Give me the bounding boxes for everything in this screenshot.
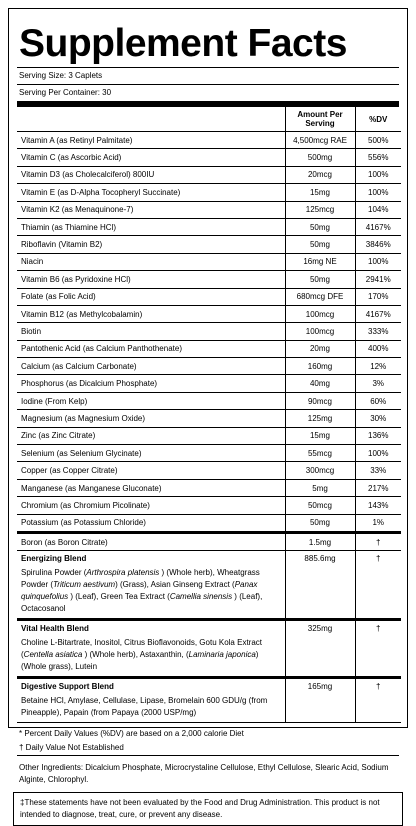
nutrient-dv: 333%	[355, 323, 401, 340]
nutrient-name: Thiamin (as Thiamine HCl)	[17, 218, 285, 235]
nutrient-dv: 60%	[355, 392, 401, 409]
nutrient-row	[17, 166, 401, 183]
nutrient-amount: 50mcg	[285, 497, 355, 514]
nutrient-name: Vitamin C (as Ascorbic Acid)	[17, 149, 285, 166]
nutrient-name: Magnesium (as Magnesium Oxide)	[17, 410, 285, 427]
blend-dv: †	[355, 620, 401, 636]
nutrient-row	[17, 271, 401, 288]
blend-description: Spirulina Powder (Arthrospira platensis ) (Whole herb), Wheatgrass Powder (Triticum aestivum) (Grass), Asian Ginseng Extract (Panax quinquefolius ) (Leaf), Green Tea Extract (Camellia sinensis ) (Leaf), Octacosanol	[21, 568, 263, 614]
nutrient-row	[17, 218, 401, 235]
nutrient-amount: 50mg	[285, 514, 355, 532]
nutrient-amount: 55mcg	[285, 445, 355, 462]
nutrient-amount: 680mcg DFE	[285, 288, 355, 305]
nutrient-dv: †	[355, 532, 401, 550]
blend-description-row	[17, 693, 401, 723]
nutrient-name: Chromium (as Chromium Picolinate)	[17, 497, 285, 514]
nutrient-table	[17, 107, 401, 723]
nutrient-name: Selenium (as Selenium Glycinate)	[17, 445, 285, 462]
nutrient-dv: 33%	[355, 462, 401, 479]
nutrient-row	[17, 149, 401, 166]
nutrient-amount: 100mcg	[285, 323, 355, 340]
nutrient-name: Vitamin D3 (as Cholecalciferol) 800IU	[17, 166, 285, 183]
nutrient-amount: 50mg	[285, 236, 355, 253]
nutrient-row	[17, 305, 401, 322]
nutrient-dv: 170%	[355, 288, 401, 305]
nutrient-name: Manganese (as Manganese Gluconate)	[17, 479, 285, 496]
nutrient-name: Biotin	[17, 323, 285, 340]
blend-dv: †	[355, 551, 401, 566]
blend-dv-spacer	[355, 565, 401, 620]
nutrient-row	[17, 375, 401, 392]
nutrient-amount: 50mg	[285, 218, 355, 235]
nutrient-name: Vitamin B6 (as Pyridoxine HCl)	[17, 271, 285, 288]
blend-amount-spacer	[285, 565, 355, 620]
nutrient-row	[17, 253, 401, 270]
nutrient-amount: 125mg	[285, 410, 355, 427]
nutrient-row	[17, 532, 401, 550]
nutrient-dv: 556%	[355, 149, 401, 166]
blend-amount: 325mg	[285, 620, 355, 636]
supplement-facts-panel	[8, 8, 408, 820]
nutrient-row	[17, 340, 401, 357]
nutrient-dv: 3%	[355, 375, 401, 392]
nutrient-dv: 12%	[355, 358, 401, 375]
blend-dv-spacer	[355, 635, 401, 678]
nutrient-row	[17, 323, 401, 340]
nutrient-name: Vitamin E (as D-Alpha Tocopheryl Succinate)	[17, 184, 285, 201]
nutrient-dv: 1%	[355, 514, 401, 532]
nutrient-name: Potassium (as Potassium Chloride)	[17, 514, 285, 532]
nutrient-amount: 125mcg	[285, 201, 355, 218]
nutrient-name: Copper (as Copper Citrate)	[17, 462, 285, 479]
nutrient-row	[17, 410, 401, 427]
nutrient-name: Vitamin A (as Retinyl Palmitate)	[17, 132, 285, 149]
blend-amount-spacer	[285, 635, 355, 678]
nutrient-name: Folate (as Folic Acid)	[17, 288, 285, 305]
nutrient-amount: 5mg	[285, 479, 355, 496]
nutrient-amount: 500mg	[285, 149, 355, 166]
nutrient-name: Iodine (From Kelp)	[17, 392, 285, 409]
nutrient-row	[17, 479, 401, 496]
nutrient-dv: 104%	[355, 201, 401, 218]
nutrient-amount: 160mg	[285, 358, 355, 375]
panel-title: Supplement Facts	[19, 22, 347, 65]
nutrient-row	[17, 236, 401, 253]
nutrient-amount: 50mg	[285, 271, 355, 288]
nutrient-dv: 100%	[355, 253, 401, 270]
nutrient-row	[17, 514, 401, 532]
blend-header-row	[17, 678, 401, 694]
nutrient-amount: 15mg	[285, 427, 355, 444]
serving-size: Serving Size: 3 Caplets	[19, 71, 103, 80]
nutrient-dv: 4167%	[355, 305, 401, 322]
nutrient-dv: 30%	[355, 410, 401, 427]
nutrient-name: Calcium (as Calcium Carbonate)	[17, 358, 285, 375]
nutrient-row	[17, 201, 401, 218]
servings-per-container: Serving Per Container: 30	[19, 88, 112, 97]
blend-dv-spacer	[355, 693, 401, 723]
other-ingredients: Other Ingredients: Dicalcium Phosphate, Microcrystaline Cellulose, Ethyl Cellulose, Slearic Acid, Sodium Alginte, Chlorophyl.	[19, 763, 389, 785]
nutrient-name: Niacin	[17, 253, 285, 270]
footnote-dagger: † Daily Value Not Established	[19, 743, 124, 753]
blend-description: Betaine HCl, Amylase, Cellulase, Lipase, Bromelain 600 GDU/g (from Pineapple), Papain (from Papaya (2000 USP/mg)	[17, 693, 285, 723]
footnote-dv: * Percent Daily Values (%DV) are based on a 2,000 calorie Diet	[19, 729, 244, 739]
nutrient-amount: 100mcg	[285, 305, 355, 322]
nutrient-name: Pantothenic Acid (as Calcium Panthothenate)	[17, 340, 285, 357]
blend-name: Digestive Support Blend	[21, 681, 114, 691]
nutrient-row	[17, 184, 401, 201]
name-header	[17, 107, 285, 132]
nutrient-dv: 4167%	[355, 218, 401, 235]
nutrient-dv: 3846%	[355, 236, 401, 253]
nutrient-amount: 20mg	[285, 340, 355, 357]
nutrient-dv: 217%	[355, 479, 401, 496]
nutrient-amount: 4,500mcg RAE	[285, 132, 355, 149]
nutrient-amount: 16mg NE	[285, 253, 355, 270]
blend-description-row	[17, 635, 401, 678]
blend-amount-spacer	[285, 693, 355, 723]
blend-amount: 885.6mg	[285, 551, 355, 566]
nutrient-name: Riboflavin (Vitamin B2)	[17, 236, 285, 253]
nutrient-row	[17, 445, 401, 462]
nutrient-name: Phosphorus (as Dicalcium Phosphate)	[17, 375, 285, 392]
nutrient-dv: 100%	[355, 184, 401, 201]
nutrient-name: Zinc (as Zinc Citrate)	[17, 427, 285, 444]
blend-header-row	[17, 551, 401, 566]
nutrient-dv: 143%	[355, 497, 401, 514]
nutrient-dv: 400%	[355, 340, 401, 357]
nutrient-amount: 90mcg	[285, 392, 355, 409]
blend-header-row	[17, 620, 401, 636]
table-header-row	[17, 107, 401, 132]
nutrient-name: Boron (as Boron Citrate)	[17, 532, 285, 550]
nutrient-name: Vitamin K2 (as Menaquinone-7)	[17, 201, 285, 218]
blend-name: Energizing Blend	[21, 553, 87, 563]
nutrient-dv: 2941%	[355, 271, 401, 288]
nutrient-row	[17, 132, 401, 149]
nutrient-row	[17, 497, 401, 514]
nutrient-amount: 40mg	[285, 375, 355, 392]
blend-name: Vital Health Blend	[21, 623, 89, 633]
blend-dv: †	[355, 678, 401, 694]
nutrient-amount: 15mg	[285, 184, 355, 201]
nutrient-row	[17, 462, 401, 479]
footnotes	[9, 723, 407, 755]
nutrient-dv: 500%	[355, 132, 401, 149]
nutrient-dv: 100%	[355, 445, 401, 462]
nutrient-row	[17, 427, 401, 444]
nutrient-dv: 100%	[355, 166, 401, 183]
nutrient-amount: 20mcg	[285, 166, 355, 183]
amount-header: Amount Per Serving	[285, 107, 355, 132]
fda-disclaimer: ‡These statements have not been evaluated by the Food and Drug Administration. This product is not intended to diagnose, treat, cure, or prevent any disease.	[13, 792, 403, 826]
nutrient-amount: 300mcg	[285, 462, 355, 479]
blend-description-row	[17, 565, 401, 620]
blend-amount: 165mg	[285, 678, 355, 694]
nutrient-row	[17, 392, 401, 409]
nutrient-dv: 136%	[355, 427, 401, 444]
dv-header: %DV	[355, 107, 401, 132]
nutrient-row	[17, 358, 401, 375]
blend-description: Choline L-Bitartrate, Inositol, Citrus Bioflavonoids, Gotu Kola Extract (Centella asiatica ) (Whole herb), Astaxanthin, (Laminaria japonica) (Whole grass), Lutein	[21, 638, 262, 672]
nutrient-row	[17, 288, 401, 305]
nutrient-amount: 1.5mg	[285, 532, 355, 550]
nutrient-name: Vitamin B12 (as Methylcobalamin)	[17, 305, 285, 322]
